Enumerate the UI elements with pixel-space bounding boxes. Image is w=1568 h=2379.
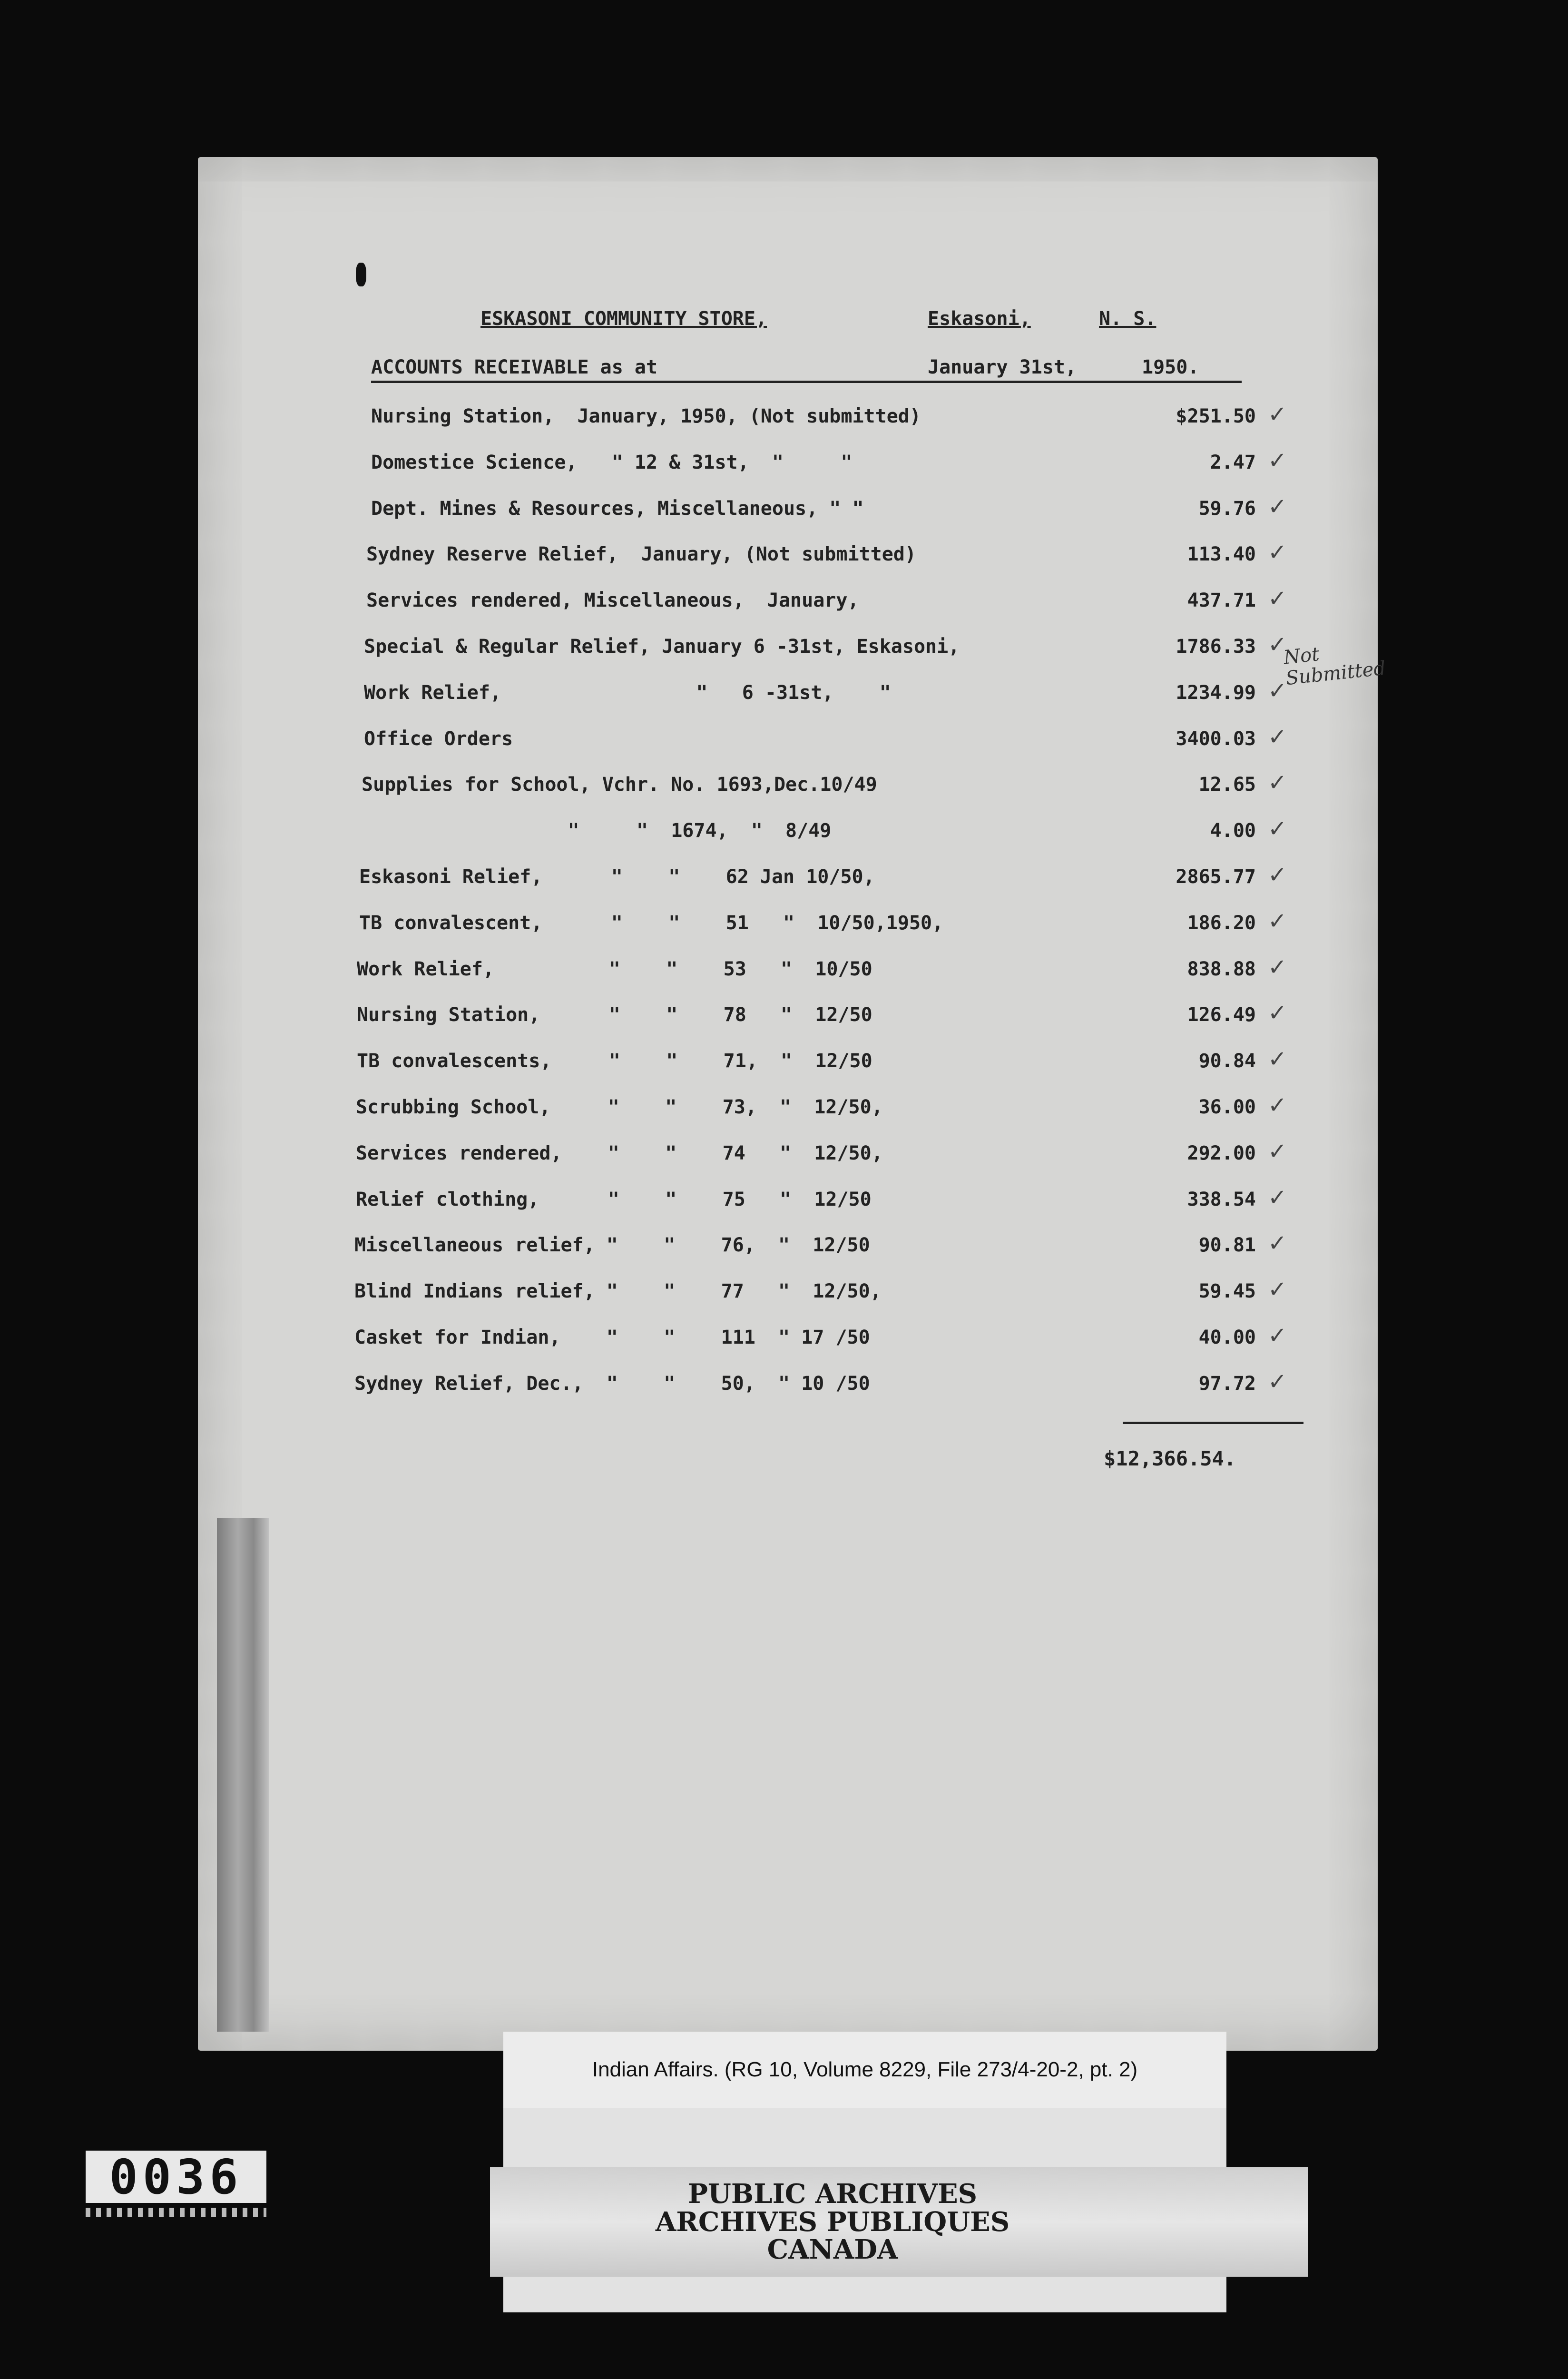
check-mark-icon: ✓: [1268, 678, 1287, 704]
entry-description: Domestice Science, " 12 & 31st, " ": [371, 452, 853, 473]
check-mark-icon: ✓: [1268, 908, 1287, 934]
entry-description: Work Relief, " " 53 " 10/50: [357, 958, 872, 980]
entry-description: TB convalescent, " " 51 " 10/50,1950,: [359, 912, 944, 934]
document-date: January 31st,: [928, 356, 1077, 378]
entry-description: Miscellaneous relief, " " 76, " 12/50: [354, 1234, 870, 1256]
citation-text: Indian Affairs. (RG 10, Volume 8229, File 273/4-20-2, pt. 2): [592, 2058, 1138, 2081]
check-mark-icon: ✓: [1268, 401, 1287, 428]
check-mark-icon: ✓: [1268, 1046, 1287, 1072]
entry-amount: 292.00: [1187, 1142, 1256, 1164]
entry-description: Casket for Indian, " " 111 " 17 /50: [354, 1327, 870, 1348]
stamp-line-3: CANADA: [767, 2234, 898, 2266]
check-mark-icon: ✓: [1268, 493, 1287, 520]
check-mark-icon: ✓: [1268, 862, 1287, 888]
store-name: ESKASONI COMMUNITY STORE,: [480, 308, 767, 330]
entry-description: Supplies for School, Vchr. No. 1693,Dec.10/49: [362, 774, 877, 796]
check-mark-icon: ✓: [1268, 1276, 1287, 1303]
entry-amount: 97.72: [1198, 1373, 1256, 1395]
archive-stamp: [595, 2172, 1070, 2272]
check-mark-icon: ✓: [1268, 1092, 1287, 1119]
entry-description: Services rendered, " " 74 " 12/50,: [356, 1142, 883, 1164]
entry-description: Work Relief, " 6 -31st, ": [364, 682, 891, 704]
entry-description: Blind Indians relief, " " 77 " 12/50,: [354, 1280, 882, 1302]
entry-description: Eskasoni Relief, " " 62 Jan 10/50,: [359, 866, 875, 888]
total-amount: $12,366.54.: [1104, 1447, 1236, 1470]
check-mark-icon: ✓: [1268, 1368, 1287, 1395]
store-province: N. S.: [1099, 308, 1156, 330]
entry-description: Sydney Reserve Relief, January, (Not submitted): [366, 543, 916, 565]
punch-hole-mark: [356, 263, 366, 286]
entry-description: Dept. Mines & Resources, Miscellaneous, " ": [371, 498, 864, 520]
document-year: 1950.: [1142, 356, 1199, 378]
entry-amount: 186.20: [1187, 912, 1256, 934]
check-mark-icon: ✓: [1268, 954, 1287, 981]
entry-description: Office Orders: [364, 728, 513, 750]
entry-amount: 1234.99: [1176, 682, 1256, 704]
entry-amount: 12.65: [1198, 774, 1256, 796]
entry-amount: 90.84: [1198, 1050, 1256, 1072]
entry-amount: $251.50: [1176, 405, 1256, 427]
check-mark-icon: ✓: [1268, 724, 1287, 750]
entry-amount: 113.40: [1187, 543, 1256, 565]
check-mark-icon: ✓: [1268, 1322, 1287, 1349]
check-mark-icon: ✓: [1268, 769, 1287, 796]
check-mark-icon: ✓: [1268, 816, 1287, 842]
check-mark-icon: ✓: [1268, 1184, 1287, 1211]
entry-amount: 437.71: [1187, 590, 1256, 611]
entry-description: Services rendered, Miscellaneous, January,: [366, 590, 859, 611]
check-mark-icon: ✓: [1268, 1138, 1287, 1165]
citation-label: [503, 2032, 1226, 2108]
entry-amount: 40.00: [1198, 1327, 1256, 1348]
entry-amount: 59.45: [1198, 1280, 1256, 1302]
entry-amount: 4.00: [1210, 820, 1256, 842]
entry-amount: 36.00: [1198, 1096, 1256, 1118]
handwritten-note: Not Submitted: [1282, 643, 1387, 690]
check-mark-icon: ✓: [1268, 585, 1287, 612]
entry-description: Nursing Station, " " 78 " 12/50: [357, 1004, 872, 1026]
frame-counter: 0036: [86, 2151, 266, 2203]
entry-amount: 1786.33: [1176, 636, 1256, 658]
entry-description: Relief clothing, " " 75 " 12/50: [356, 1189, 872, 1210]
check-mark-icon: ✓: [1268, 447, 1287, 474]
stamp-line-1: PUBLIC ARCHIVES: [687, 2178, 978, 2210]
document-title: ACCOUNTS RECEIVABLE as at: [371, 356, 658, 378]
store-place: Eskasoni,: [928, 308, 1031, 330]
paper-edge-strip: [217, 1518, 269, 2032]
check-mark-icon: ✓: [1268, 1230, 1287, 1257]
entry-amount: 838.88: [1187, 958, 1256, 980]
entry-amount: 59.76: [1198, 498, 1256, 520]
check-mark-icon: ✓: [1268, 1000, 1287, 1026]
entry-amount: 90.81: [1198, 1234, 1256, 1256]
entry-description: Scrubbing School, " " 73, " 12/50,: [356, 1096, 883, 1118]
entry-description: Sydney Relief, Dec., " " 50, " 10 /50: [354, 1373, 870, 1395]
entry-amount: 3400.03: [1176, 728, 1256, 750]
entry-amount: 2.47: [1210, 452, 1256, 473]
check-mark-icon: ✓: [1268, 539, 1287, 566]
entry-description: " " 1674, " 8/49: [362, 820, 832, 842]
entry-description: TB convalescents, " " 71, " 12/50: [357, 1050, 872, 1072]
entry-description: Nursing Station, January, 1950, (Not submitted): [371, 405, 921, 427]
entry-description: Special & Regular Relief, January 6 -31st, Eskasoni,: [364, 636, 960, 658]
entry-amount: 338.54: [1187, 1189, 1256, 1210]
stamp-line-2: ARCHIVES PUBLIQUES: [655, 2206, 1010, 2238]
entry-amount: 126.49: [1187, 1004, 1256, 1026]
frame-ticks: [86, 2208, 266, 2217]
check-mark-icon: ✓: [1268, 631, 1287, 658]
entry-amount: 2865.77: [1176, 866, 1256, 888]
total-underline: [1123, 1422, 1303, 1424]
title-underline: [371, 381, 1242, 383]
